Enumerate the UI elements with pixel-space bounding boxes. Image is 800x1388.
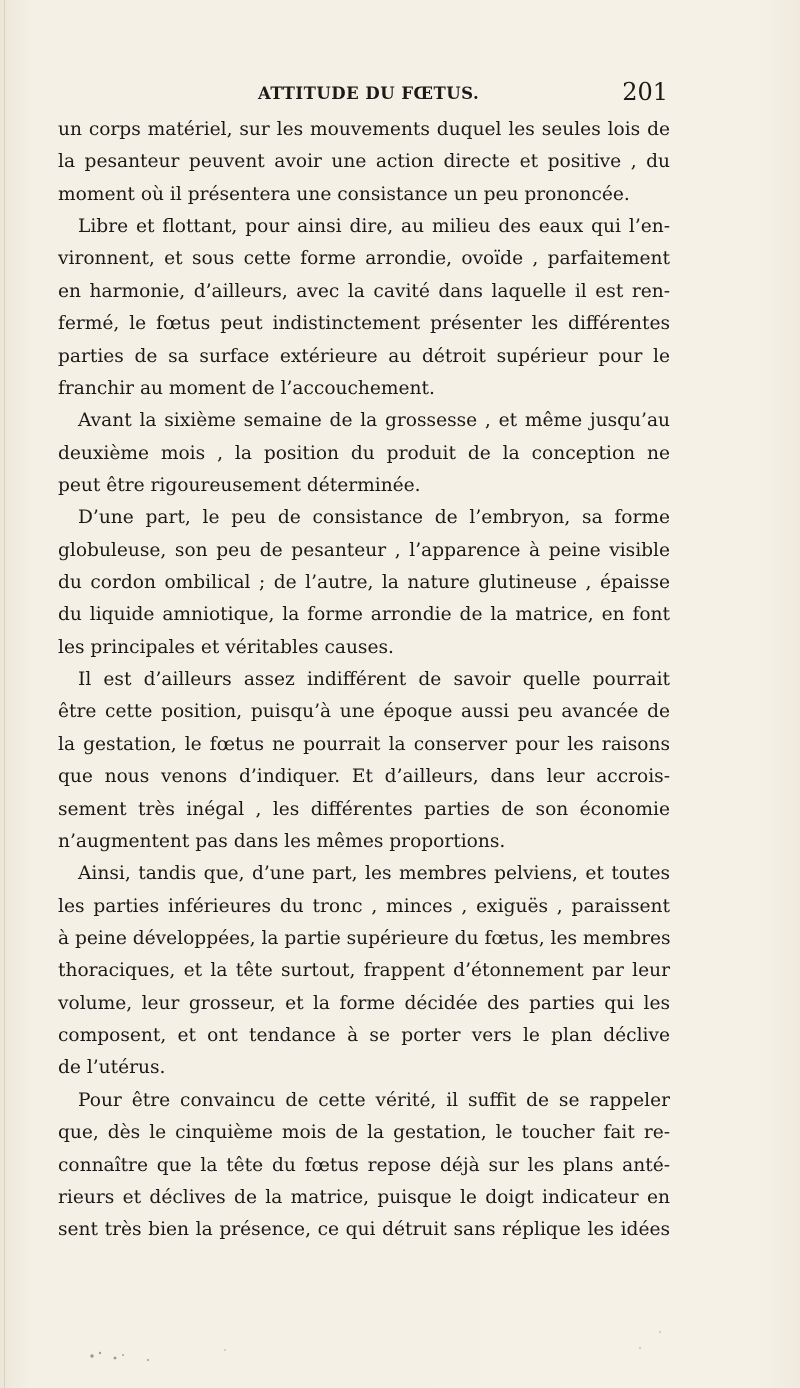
page-header (58, 78, 670, 108)
text-line: vironnent, et sous cette forme arrondie, ovoïde , parfaitement (58, 248, 670, 270)
text-line: rieurs et déclives de la matrice, puisque le doigt indicateur en (58, 1186, 670, 1208)
text-line: Ainsi, tandis que, d’une part, les membres pelviens, et toutes (78, 863, 670, 885)
text-line: Pour être convaincu de cette vérité, il suffit de se rappeler (78, 1089, 670, 1111)
text-line: être cette position, puisqu’à une époque aussi peu avancée de (58, 701, 670, 723)
text-line: que, dès le cinquième mois de la gestation, le toucher fait re- (58, 1122, 670, 1144)
text-line: peut être rigoureusement déterminée. (58, 474, 421, 496)
text-line: Libre et flottant, pour ainsi dire, au milieu des eaux qui l’en- (78, 216, 670, 238)
text-line: thoraciques, et la tête surtout, frappent d’étonnement par leur (58, 960, 670, 982)
text-line: franchir au moment de l’accouchement. (58, 377, 435, 399)
text-line: sent très bien la présence, ce qui détruit sans réplique les idées (58, 1219, 670, 1241)
running-title: ATTITUDE DU FŒTUS. (258, 84, 480, 103)
text-line: fermé, le fœtus peut indistinctement présenter les différentes (58, 313, 670, 335)
body-text (58, 114, 670, 1247)
text-line: du cordon ombilical ; de l’autre, la nature glutineuse , épaisse (58, 572, 670, 594)
text-line: les parties inférieures du tronc , minces , exiguës , paraissent (58, 895, 670, 917)
text-line: sement très inégal , les différentes parties de son économie (58, 798, 670, 820)
text-line: Avant la sixième semaine de la grossesse , et même jusqu’au (78, 410, 670, 432)
text-line: connaître que la tête du fœtus repose déjà sur les plans anté- (58, 1154, 670, 1176)
paper-specks (60, 1320, 700, 1370)
page-edge-shadow (4, 0, 5, 1388)
text-line: de l’utérus. (58, 1057, 166, 1079)
text-line: parties de sa surface extérieure au détroit supérieur pour le (58, 345, 670, 367)
text-line: D’une part, le peu de consistance de l’embryon, sa forme (78, 507, 670, 529)
text-line: la pesanteur peuvent avoir une action directe et positive , du (58, 151, 670, 173)
text-line: Il est d’ailleurs assez indifférent de savoir quelle pourrait (78, 669, 670, 691)
text-line: du liquide amniotique, la forme arrondie de la matrice, en font (58, 604, 670, 626)
text-line: que nous venons d’indiquer. Et d’ailleurs, dans leur accrois- (58, 766, 670, 788)
page-number: 201 (622, 78, 668, 106)
text-line: en harmonie, d’ailleurs, avec la cavité dans laquelle il est ren- (58, 280, 670, 302)
text-line: la gestation, le fœtus ne pourrait la conserver pour les raisons (58, 733, 670, 755)
text-line: globuleuse, son peu de pesanteur , l’apparence à peine visible (58, 539, 670, 561)
text-line: les principales et véritables causes. (58, 636, 394, 658)
text-line: composent, et ont tendance à se porter vers le plan déclive (58, 1025, 670, 1047)
text-line: n’augmentent pas dans les mêmes proportions. (58, 830, 506, 852)
text-line: volume, leur grosseur, et la forme décidée des parties qui les (58, 992, 670, 1014)
text-line: moment où il présentera une consistance un peu prononcée. (58, 183, 630, 205)
text-line: deuxième mois , la position du produit de la conception ne (58, 442, 670, 464)
text-line: à peine développées, la partie supérieure du fœtus, les membres (58, 927, 671, 949)
text-line: un corps matériel, sur les mouvements duquel les seules lois de (58, 119, 670, 140)
